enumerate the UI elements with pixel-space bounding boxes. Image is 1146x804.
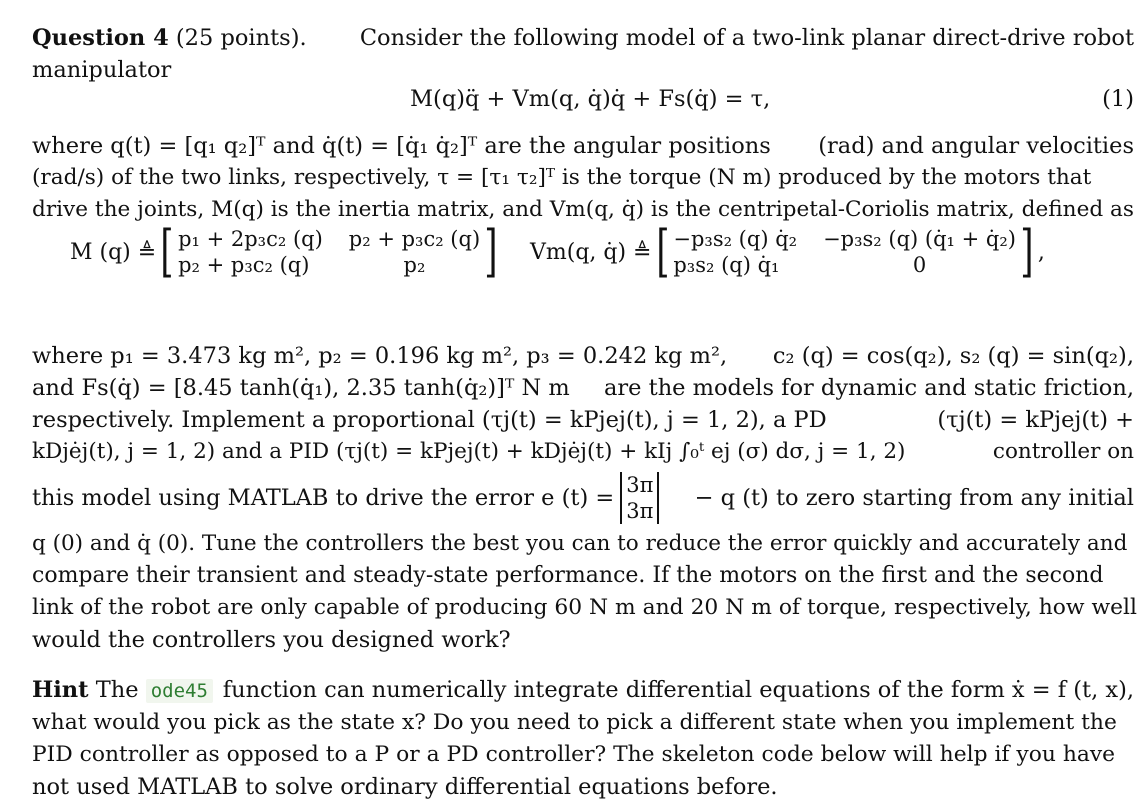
params-line-4 (32, 436, 1134, 468)
question-points: (25 points). (175, 25, 307, 51)
error-reference-vector (620, 472, 659, 524)
params-line-6: q (0) and q̇ (0). Tune the controllers the best you can to reduce the error quickly and accurately and (32, 531, 1128, 556)
question-intro (32, 22, 1134, 86)
intro-line-1 (32, 22, 1134, 54)
desc-line-1a: where q(t) = [q₁ q₂]ᵀ and q̇(t) = [q̇₁ q̇₂]ᵀ are the angular positions (32, 133, 771, 159)
hint-text-1a: The (95, 677, 139, 703)
hint-line-2: what would you pick as the state x? Do you need to pick a different state when you implement the (32, 710, 1117, 735)
dynamics-equation: M(q)q̈ + Vm(q, q̇)q̇ + Fs(q̇) = τ, (410, 86, 771, 112)
hint-line-1 (32, 674, 1134, 707)
params-line-2 (32, 372, 1134, 404)
matrix-cell: −p₃s₂ (q) q̇₂ (673, 227, 798, 251)
params-line-1a: where p₁ = 3.473 kg m², p₂ = 0.196 kg m², p₃ = 0.242 kg m², (32, 343, 728, 369)
matrix-cell: p₂ + p₃c₂ (q) (348, 227, 481, 251)
coriolis-matrix-grid (673, 227, 1016, 277)
left-bracket: [ (160, 219, 174, 284)
params-line-3b: (τj(t) = kPjej(t) + (937, 407, 1134, 433)
task-description (32, 340, 1137, 656)
state-description (32, 130, 1134, 226)
inertia-matrix (156, 219, 502, 284)
params-line-9: would the controllers you designed work? (32, 627, 511, 653)
equation-number: (1) (1102, 86, 1134, 112)
desc-line-2: (rad/s) of the two links, respectively, τ = [τ₁ τ₂]ᵀ is the torque (N m) produced by the motors that (32, 165, 1092, 190)
params-line-1 (32, 340, 1134, 372)
hint-section (32, 674, 1134, 803)
desc-line-1 (32, 130, 1134, 162)
coriolis-matrix-label: Vm(q, q̇) ≜ (530, 239, 652, 265)
desc-line-1b: (rad) and angular velocities (818, 133, 1134, 159)
desc-line-3: drive the joints, M(q) is the inertia matrix, and Vm(q, q̇) is the centripetal-Coriolis matrix, defined as (32, 197, 1134, 222)
matrix-cell: 0 (912, 253, 927, 277)
hint-line-3: PID controller as opposed to a P or a PD controller? The skeleton code below will help if you have (32, 742, 1116, 767)
params-line-2a: and Fs(q̇) = [8.45 tanh(q̇₁), 2.35 tanh(q̇₂)]ᵀ N m (32, 375, 570, 401)
params-line-3a: respectively. Implement a proportional (τj(t) = kPjej(t), j = 1, 2), a PD (32, 407, 827, 433)
params-line-4b: controller on (992, 439, 1134, 464)
equation-row (32, 86, 1134, 118)
vector-entry: 3π (626, 473, 654, 497)
matrix-cell: −p₃s₂ (q) (q̇₁ + q̇₂) (823, 227, 1016, 251)
left-bracket: [ (655, 219, 669, 284)
params-line-8: link of the robot are only capable of producing 60 N m and 20 N m of torque, respectively, how well (32, 595, 1137, 620)
ode45-code: ode45 (146, 679, 213, 703)
inertia-matrix-grid (178, 227, 480, 277)
hint-label: Hint (32, 677, 89, 703)
hint-line-4: not used MATLAB to solve ordinary differential equations before. (32, 774, 778, 800)
coriolis-matrix (652, 219, 1038, 284)
hint-text-1b: function can numerically integrate differential equations of the form ẋ = f (t, x), (222, 677, 1134, 703)
params-line-3 (32, 404, 1134, 436)
vector-entry: 3π (626, 499, 654, 523)
right-bracket: ] (484, 219, 498, 284)
inertia-matrix-label: M (q) ≜ (70, 239, 157, 265)
intro-text: Consider the following model of a two-link planar direct-drive robot (359, 25, 1134, 51)
matrix-cell: p₃s₂ (q) q̇₁ (673, 253, 780, 277)
question-label: Question 4 (32, 25, 169, 51)
matrix-cell: p₁ + 2p₃c₂ (q) (178, 227, 323, 251)
matrix-cell: p₂ + p₃c₂ (q) (178, 253, 310, 277)
params-line-4a: kDjėj(t), j = 1, 2) and a PID (τj(t) = kPjej(t) + kDjėj(t) + kIj ∫₀ᵗ ej (σ) dσ, j = 1, 2) (32, 439, 906, 464)
right-bracket: ] (1020, 219, 1034, 284)
matrix-comma: , (1037, 239, 1045, 265)
params-line-5b: − q (t) to zero starting from any initial (694, 485, 1134, 511)
matrix-cell: p₂ (403, 253, 426, 277)
matrix-definitions (70, 219, 1045, 284)
params-line-2b: are the models for dynamic and static friction, (604, 375, 1134, 401)
params-line-1b: c₂ (q) = cos(q₂), s₂ (q) = sin(q₂), (772, 343, 1134, 369)
params-line-7: compare their transient and steady-state performance. If the motors on the first and the second (32, 563, 1104, 588)
intro-line-2: manipulator (32, 57, 172, 83)
params-line-5 (32, 468, 1134, 528)
params-line-5a: this model using MATLAB to drive the error e (t) = (32, 485, 615, 511)
